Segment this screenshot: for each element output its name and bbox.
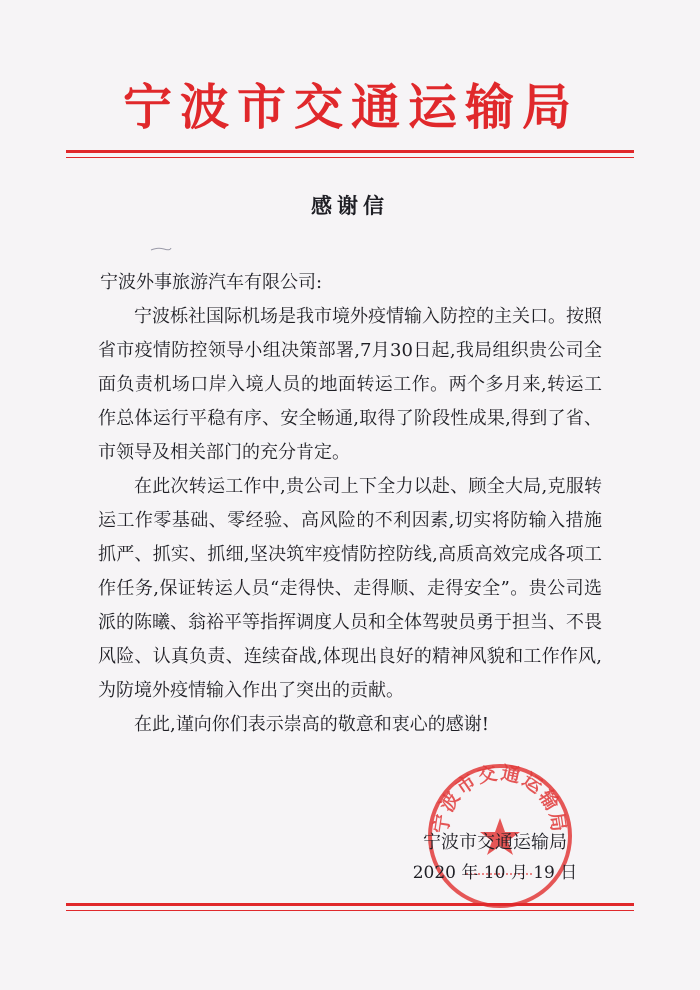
- body-paragraph: 在此次转运工作中,贵公司上下全力以赴、顾全大局,克服转运工作零基础、零经验、高风险的不利因素,切实将防输入措施抓严、抓实、抓细,坚决筑牢疫情防控防线,高质高效完成各项工作任务,保证转运人员“走得快、走得顺、走得安全”。贵公司选派的陈曦、翁裕平等指挥调度人员和全体驾驶员勇于担当、不畏风险、认真负责、连续奋战,体现出良好的精神风貌和工作作风,为防境外疫情输入作出了突出的贡献。: [98, 476, 602, 701]
- letter-body: [98, 300, 602, 742]
- seal-ring-text: 宁波市交通运输局: [430, 762, 570, 835]
- footer-rule-thin: [66, 910, 634, 911]
- body-paragraph: 宁波栎社国际机场是我市境外疫情输入防控的主关口。按照省市疫情防控领导小组决策部署,7月30日起,我局组织贵公司全面负责机场口岸入境人员的地面转运工作。两个多月来,转运工作总体运行平稳有序、安全畅通,取得了阶段性成果,得到了省、市领导及相关部门的充分肯定。: [98, 306, 602, 463]
- letterhead-rule-thin: [66, 157, 634, 158]
- letterhead-rule-thick: [66, 150, 634, 153]
- signature-date: 2020 年 10 月 19 日: [412, 863, 578, 883]
- signature-org: 宁波市交通运输局: [423, 832, 567, 853]
- body-paragraph: 在此,谨向你们表示崇高的敬意和衷心的感谢!: [134, 714, 489, 735]
- letterhead-org-name: 宁波市交通运输局: [122, 79, 579, 136]
- salutation: 宁波外事旅游汽车有限公司:: [100, 272, 323, 293]
- footer-rule-thick: [66, 903, 634, 906]
- letter-title: 感谢信: [311, 194, 389, 218]
- ink-mark: [150, 246, 172, 252]
